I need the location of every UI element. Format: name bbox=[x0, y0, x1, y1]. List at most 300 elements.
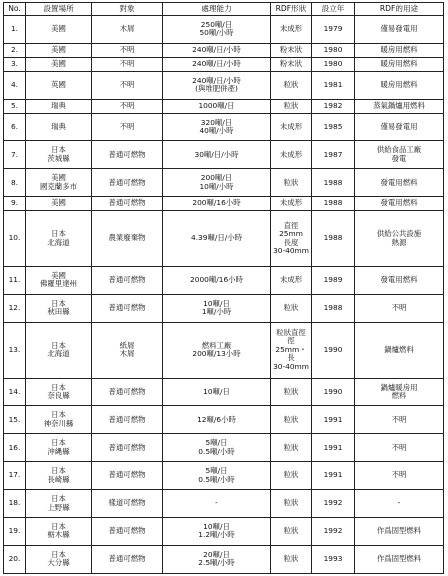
table-cell bbox=[163, 43, 271, 57]
table-cell bbox=[26, 322, 92, 378]
cell-year: 1982 bbox=[323, 100, 343, 110]
cell-year: 1992 bbox=[323, 498, 343, 508]
cell-capacity: - bbox=[215, 498, 218, 508]
table-cell bbox=[312, 406, 355, 434]
table-cell bbox=[312, 211, 355, 267]
table-cell bbox=[163, 57, 271, 71]
table-cell bbox=[92, 406, 163, 434]
cell-target: 不明 bbox=[119, 79, 135, 89]
table-cell bbox=[4, 322, 26, 378]
cell-shape: 粒狀 bbox=[283, 177, 299, 187]
cell-shape: 未成形 bbox=[279, 275, 303, 285]
table-cell bbox=[355, 43, 444, 57]
cell-place: 美國 國克蘭多市 bbox=[40, 173, 77, 191]
table-cell bbox=[355, 57, 444, 71]
cell-no: 16. bbox=[8, 442, 21, 452]
table-cell bbox=[92, 113, 163, 141]
cell-no: 2. bbox=[10, 45, 19, 55]
cell-place: 日本 長崎縣 bbox=[47, 466, 70, 484]
table-cell bbox=[312, 322, 355, 378]
table-cell bbox=[355, 99, 444, 113]
table-cell bbox=[4, 57, 26, 71]
table-row bbox=[4, 322, 444, 378]
cell-use: 不明 bbox=[391, 442, 407, 452]
table-cell bbox=[26, 378, 92, 406]
cell-use: 作爲固型燃料 bbox=[376, 526, 422, 536]
cell-shape: 粒狀 bbox=[283, 79, 299, 89]
table-cell bbox=[312, 294, 355, 322]
table-row bbox=[4, 434, 444, 462]
header-use: RDF的用途 bbox=[355, 3, 444, 16]
cell-year: 1987 bbox=[323, 149, 343, 159]
cell-no: 5. bbox=[10, 100, 19, 110]
cell-shape: 未成形 bbox=[279, 121, 303, 131]
table-cell bbox=[312, 99, 355, 113]
table-cell bbox=[271, 545, 312, 573]
table-cell bbox=[92, 197, 163, 211]
cell-use: 供給食品工廠 發電 bbox=[376, 145, 422, 163]
table-cell bbox=[271, 141, 312, 169]
cell-place: 美國 bbox=[51, 45, 66, 55]
table-row bbox=[4, 490, 444, 518]
table-cell bbox=[312, 71, 355, 99]
cell-shape: 直徑 25mm 長度 30-40mm bbox=[273, 220, 309, 256]
table-cell bbox=[355, 197, 444, 211]
table-cell bbox=[92, 322, 163, 378]
table-cell bbox=[163, 211, 271, 267]
cell-target: 樣道可燃物 bbox=[108, 498, 146, 508]
cell-place: 日本 茨城縣 bbox=[47, 145, 70, 163]
table-cell bbox=[271, 462, 312, 490]
table-cell bbox=[312, 490, 355, 518]
cell-use: 鍋爐燃料 bbox=[384, 344, 414, 354]
table-cell bbox=[92, 211, 163, 267]
table-cell bbox=[92, 434, 163, 462]
cell-target: 普通可燃物 bbox=[108, 303, 146, 313]
cell-no: 6. bbox=[10, 121, 19, 131]
cell-capacity: 10噸/日 bbox=[203, 386, 230, 396]
table-cell bbox=[4, 211, 26, 267]
table-cell bbox=[271, 211, 312, 267]
table-cell bbox=[163, 545, 271, 573]
cell-place: 日本 沖縄縣 bbox=[47, 438, 70, 456]
cell-no: 15. bbox=[8, 414, 21, 424]
table-cell bbox=[26, 406, 92, 434]
table-cell bbox=[4, 141, 26, 169]
table-cell bbox=[355, 113, 444, 141]
cell-target: 不明 bbox=[119, 59, 135, 69]
cell-use: 發電用燃料 bbox=[380, 198, 418, 208]
table-cell bbox=[4, 490, 26, 518]
cell-target: 普通可燃物 bbox=[108, 554, 146, 564]
table-cell bbox=[355, 169, 444, 197]
table-row bbox=[4, 406, 444, 434]
cell-no: 19. bbox=[8, 526, 21, 536]
table-cell bbox=[312, 267, 355, 295]
cell-shape: 粉末狀 bbox=[279, 45, 303, 55]
table-cell bbox=[26, 545, 92, 573]
cell-use: 鍋爐暖房用 燃料 bbox=[380, 382, 418, 401]
cell-place: 日本 栃木縣 bbox=[47, 521, 70, 540]
cell-year: 1980 bbox=[323, 59, 343, 69]
table-cell bbox=[92, 490, 163, 518]
table-cell bbox=[26, 43, 92, 57]
cell-place: 日本 北海道 bbox=[47, 340, 70, 359]
table-cell bbox=[4, 462, 26, 490]
cell-no: 12. bbox=[8, 303, 21, 313]
cell-capacity: 250噸/日 50噸/小時 bbox=[199, 19, 234, 38]
table-row bbox=[4, 545, 444, 573]
table-cell bbox=[163, 113, 271, 141]
cell-target: 不明 bbox=[119, 100, 135, 110]
table-row bbox=[4, 99, 444, 113]
table-cell bbox=[271, 322, 312, 378]
table-cell bbox=[271, 16, 312, 44]
table-cell bbox=[92, 57, 163, 71]
cell-year: 1985 bbox=[323, 121, 343, 131]
table-cell bbox=[271, 490, 312, 518]
table-cell bbox=[4, 434, 26, 462]
table-cell bbox=[355, 71, 444, 99]
cell-target: 紙屑 木屑 bbox=[119, 340, 135, 359]
cell-capacity: 燃料工廠 200噸/13小時 bbox=[192, 340, 241, 359]
cell-use: 不明 bbox=[391, 470, 407, 480]
cell-year: 1991 bbox=[323, 442, 343, 452]
table-row bbox=[4, 16, 444, 44]
cell-place: 美國 佛羅里達州 bbox=[40, 270, 77, 289]
table-cell bbox=[312, 141, 355, 169]
cell-use: 不明 bbox=[391, 303, 407, 313]
table-cell bbox=[163, 267, 271, 295]
cell-year: 1991 bbox=[323, 470, 343, 480]
cell-shape: 未成形 bbox=[279, 24, 303, 34]
cell-shape: 粒狀 bbox=[283, 100, 299, 110]
cell-no: 13. bbox=[8, 344, 21, 354]
cell-no: 3. bbox=[10, 59, 19, 69]
cell-target: 普通可燃物 bbox=[108, 177, 146, 187]
cell-no: 18. bbox=[8, 498, 21, 508]
table-cell bbox=[92, 518, 163, 546]
table-cell bbox=[26, 71, 92, 99]
cell-use: 發電用燃料 bbox=[380, 177, 418, 187]
table-cell bbox=[26, 267, 92, 295]
table-row bbox=[4, 211, 444, 267]
table-cell bbox=[26, 113, 92, 141]
cell-year: 1990 bbox=[323, 344, 343, 354]
cell-use: 暖房用燃料 bbox=[380, 59, 418, 69]
table-row bbox=[4, 294, 444, 322]
cell-place: 日本 大分縣 bbox=[47, 549, 70, 568]
cell-use: 暖房用燃料 bbox=[380, 79, 418, 89]
table-cell bbox=[4, 267, 26, 295]
table-cell bbox=[355, 294, 444, 322]
cell-capacity: 4.39噸/日/小時 bbox=[191, 233, 242, 243]
table-cell bbox=[163, 378, 271, 406]
table-cell bbox=[271, 113, 312, 141]
table-cell bbox=[92, 141, 163, 169]
table-cell bbox=[163, 197, 271, 211]
table-cell bbox=[312, 518, 355, 546]
cell-shape: 粒狀 bbox=[283, 386, 299, 396]
table-cell bbox=[271, 434, 312, 462]
cell-target: 普通可燃物 bbox=[108, 470, 146, 480]
cell-capacity: 5噸/日 0.5噸/小時 bbox=[198, 466, 235, 484]
cell-no: 11. bbox=[8, 275, 21, 285]
cell-target: 普通可燃物 bbox=[108, 149, 146, 159]
cell-capacity: 1000噸/日 bbox=[198, 100, 235, 110]
cell-year: 1992 bbox=[323, 526, 343, 536]
cell-capacity: 5噸/日 0.5噸/小時 bbox=[198, 438, 235, 456]
table-cell bbox=[355, 322, 444, 378]
table-row bbox=[4, 518, 444, 546]
cell-no: 1. bbox=[10, 24, 19, 34]
cell-target: 普通可燃物 bbox=[108, 386, 146, 396]
cell-year: 1988 bbox=[323, 177, 343, 187]
table-cell bbox=[271, 57, 312, 71]
cell-capacity: 200噸/日 10噸/小時 bbox=[199, 173, 234, 191]
table-cell bbox=[355, 434, 444, 462]
table-cell bbox=[271, 43, 312, 57]
table-cell bbox=[271, 197, 312, 211]
cell-year: 1991 bbox=[323, 414, 343, 424]
cell-capacity: 320噸/日 40噸/小時 bbox=[199, 117, 234, 136]
table-row bbox=[4, 197, 444, 211]
table-cell bbox=[163, 490, 271, 518]
cell-shape: 粒狀 bbox=[283, 498, 299, 508]
cell-capacity: 2000噸/16小時 bbox=[190, 275, 243, 285]
cell-year: 1988 bbox=[323, 303, 343, 313]
cell-target: 農業廢棄物 bbox=[108, 233, 146, 243]
table-cell bbox=[355, 378, 444, 406]
table-row bbox=[4, 71, 444, 99]
table-row bbox=[4, 113, 444, 141]
cell-shape: 粒狀 bbox=[283, 470, 299, 480]
table-cell bbox=[4, 545, 26, 573]
cell-place: 日本 秋田縣 bbox=[47, 298, 70, 317]
cell-target: 普通可燃物 bbox=[108, 442, 146, 452]
cell-use: 僅易發電用 bbox=[380, 121, 418, 131]
cell-use: 暖房用燃料 bbox=[380, 45, 418, 55]
cell-place: 日本 北海道 bbox=[47, 229, 70, 247]
table-cell bbox=[26, 16, 92, 44]
table-cell bbox=[355, 406, 444, 434]
cell-year: 1993 bbox=[323, 554, 343, 564]
cell-place: 日本 上野縣 bbox=[47, 494, 70, 512]
table-cell bbox=[92, 71, 163, 99]
table-cell bbox=[4, 43, 26, 57]
table-cell bbox=[26, 490, 92, 518]
table-cell bbox=[271, 169, 312, 197]
table-cell bbox=[271, 406, 312, 434]
table-cell bbox=[4, 99, 26, 113]
table-cell bbox=[163, 406, 271, 434]
cell-use: 不明 bbox=[391, 414, 407, 424]
cell-shape: 粒狀 bbox=[283, 303, 299, 313]
cell-shape: 粒狀 bbox=[283, 414, 299, 424]
cell-capacity: 20噸/日 2.5噸/小時 bbox=[198, 549, 235, 568]
cell-shape: 粉末狀 bbox=[279, 59, 303, 69]
table-cell bbox=[92, 99, 163, 113]
table-cell bbox=[26, 211, 92, 267]
table-row bbox=[4, 378, 444, 406]
cell-capacity: 240噸/日/小時 (與堆肥併產) bbox=[192, 75, 241, 94]
table-cell bbox=[163, 169, 271, 197]
cell-shape: 未成形 bbox=[279, 149, 303, 159]
table-cell bbox=[4, 294, 26, 322]
cell-year: 1980 bbox=[323, 45, 343, 55]
table-cell bbox=[92, 169, 163, 197]
table-row bbox=[4, 43, 444, 57]
header-target: 對象 bbox=[92, 3, 163, 16]
table-cell bbox=[92, 378, 163, 406]
cell-no: 9. bbox=[10, 198, 19, 208]
table-cell bbox=[312, 434, 355, 462]
cell-capacity: 10噸/日 1噸/小時 bbox=[201, 298, 232, 317]
table-row bbox=[4, 267, 444, 295]
cell-place: 瑞典 bbox=[51, 121, 66, 131]
table-cell bbox=[163, 16, 271, 44]
table-cell bbox=[26, 462, 92, 490]
table-cell bbox=[4, 197, 26, 211]
cell-shape: 粒狀直徑 徑 25mm・長 30-40mm bbox=[273, 327, 309, 371]
cell-capacity: 240噸/日/小時 bbox=[192, 45, 241, 55]
cell-capacity: 12噸/6小時 bbox=[197, 414, 236, 424]
cell-use: 蒸氣鍋爐用燃料 bbox=[373, 100, 425, 110]
table-cell bbox=[4, 169, 26, 197]
table-row bbox=[4, 141, 444, 169]
table-cell bbox=[26, 434, 92, 462]
cell-target: 普通可燃物 bbox=[108, 198, 146, 208]
table-cell bbox=[92, 267, 163, 295]
cell-no: 8. bbox=[10, 177, 19, 187]
cell-place: 日本 奈良縣 bbox=[47, 382, 70, 401]
table-cell bbox=[271, 267, 312, 295]
cell-capacity: 240噸/日/小時 bbox=[192, 59, 241, 69]
cell-target: 不明 bbox=[119, 45, 135, 55]
table-cell bbox=[92, 462, 163, 490]
header-capacity: 處理能力 bbox=[163, 3, 271, 16]
cell-no: 14. bbox=[8, 386, 21, 396]
table-cell bbox=[271, 99, 312, 113]
cell-target: 普通可燃物 bbox=[108, 275, 146, 285]
cell-capacity: 30噸/日/小時 bbox=[194, 149, 239, 159]
cell-year: 1988 bbox=[323, 233, 343, 243]
cell-no: 4. bbox=[10, 79, 19, 89]
table-cell bbox=[312, 462, 355, 490]
table-cell bbox=[163, 71, 271, 99]
cell-place: 美國 bbox=[51, 24, 66, 34]
cell-no: 10. bbox=[8, 233, 21, 243]
table-cell bbox=[26, 197, 92, 211]
cell-capacity: 200噸/16小時 bbox=[192, 198, 241, 208]
table-cell bbox=[355, 141, 444, 169]
cell-place: 瑞典 bbox=[51, 100, 66, 110]
cell-year: 1989 bbox=[323, 275, 343, 285]
table-row bbox=[4, 57, 444, 71]
table-cell bbox=[312, 113, 355, 141]
cell-target: 普通可燃物 bbox=[108, 414, 146, 424]
table-cell bbox=[163, 462, 271, 490]
table-row bbox=[4, 169, 444, 197]
cell-use: 作爲固型燃料 bbox=[376, 554, 422, 564]
table-cell bbox=[271, 294, 312, 322]
table-cell bbox=[271, 71, 312, 99]
table-row bbox=[4, 462, 444, 490]
rdf-facility-table bbox=[3, 2, 444, 574]
table-cell bbox=[163, 322, 271, 378]
cell-shape: 粒狀 bbox=[283, 526, 299, 536]
cell-place: 英國 bbox=[51, 79, 66, 89]
table-cell bbox=[26, 169, 92, 197]
cell-target: 木屑 bbox=[119, 24, 135, 34]
cell-use: 發電用燃料 bbox=[380, 275, 418, 285]
cell-place: 日本 神奈川縣 bbox=[43, 410, 74, 428]
header-row bbox=[4, 3, 444, 16]
cell-shape: 粒狀 bbox=[283, 442, 299, 452]
table-cell bbox=[355, 490, 444, 518]
table-cell bbox=[4, 518, 26, 546]
cell-year: 1981 bbox=[323, 79, 343, 89]
table-cell bbox=[4, 378, 26, 406]
table-cell bbox=[355, 518, 444, 546]
table-cell bbox=[355, 267, 444, 295]
cell-target: 普通可燃物 bbox=[108, 526, 146, 536]
table-cell bbox=[312, 378, 355, 406]
table-body bbox=[4, 16, 444, 574]
cell-year: 1988 bbox=[323, 198, 343, 208]
cell-use: - bbox=[397, 498, 401, 508]
table-cell bbox=[92, 545, 163, 573]
header-no: No. bbox=[4, 3, 26, 16]
cell-shape: 粒狀 bbox=[283, 554, 299, 564]
table-cell bbox=[4, 71, 26, 99]
cell-use: 僅易發電用 bbox=[380, 24, 418, 34]
header-shape: RDF形狀 bbox=[271, 3, 312, 16]
table-cell bbox=[312, 57, 355, 71]
table-cell bbox=[312, 197, 355, 211]
table-cell bbox=[312, 545, 355, 573]
cell-year: 1990 bbox=[323, 386, 343, 396]
table-cell bbox=[271, 518, 312, 546]
table-cell bbox=[312, 16, 355, 44]
table-cell bbox=[355, 545, 444, 573]
table-cell bbox=[271, 378, 312, 406]
table-cell bbox=[4, 406, 26, 434]
table-cell bbox=[4, 113, 26, 141]
cell-place: 美國 bbox=[51, 59, 66, 69]
table-cell bbox=[26, 518, 92, 546]
table-cell bbox=[355, 211, 444, 267]
table-cell bbox=[92, 43, 163, 57]
cell-no: 17. bbox=[8, 470, 21, 480]
table-cell bbox=[92, 16, 163, 44]
cell-capacity: 10噸/日 1.2噸/小時 bbox=[198, 521, 235, 540]
cell-place: 美國 bbox=[51, 198, 66, 208]
cell-no: 7. bbox=[10, 149, 19, 159]
cell-no: 20. bbox=[8, 554, 21, 564]
table-cell bbox=[355, 16, 444, 44]
cell-use: 供給公共設施 熱源 bbox=[376, 229, 422, 247]
cell-target: 不明 bbox=[119, 121, 135, 131]
header-year: 設立年 bbox=[312, 3, 355, 16]
cell-year: 1979 bbox=[323, 24, 343, 34]
table-cell bbox=[163, 434, 271, 462]
table-cell bbox=[26, 57, 92, 71]
table-cell bbox=[312, 43, 355, 57]
table-cell bbox=[26, 294, 92, 322]
header-place: 設置場所 bbox=[26, 3, 92, 16]
table-cell bbox=[163, 99, 271, 113]
